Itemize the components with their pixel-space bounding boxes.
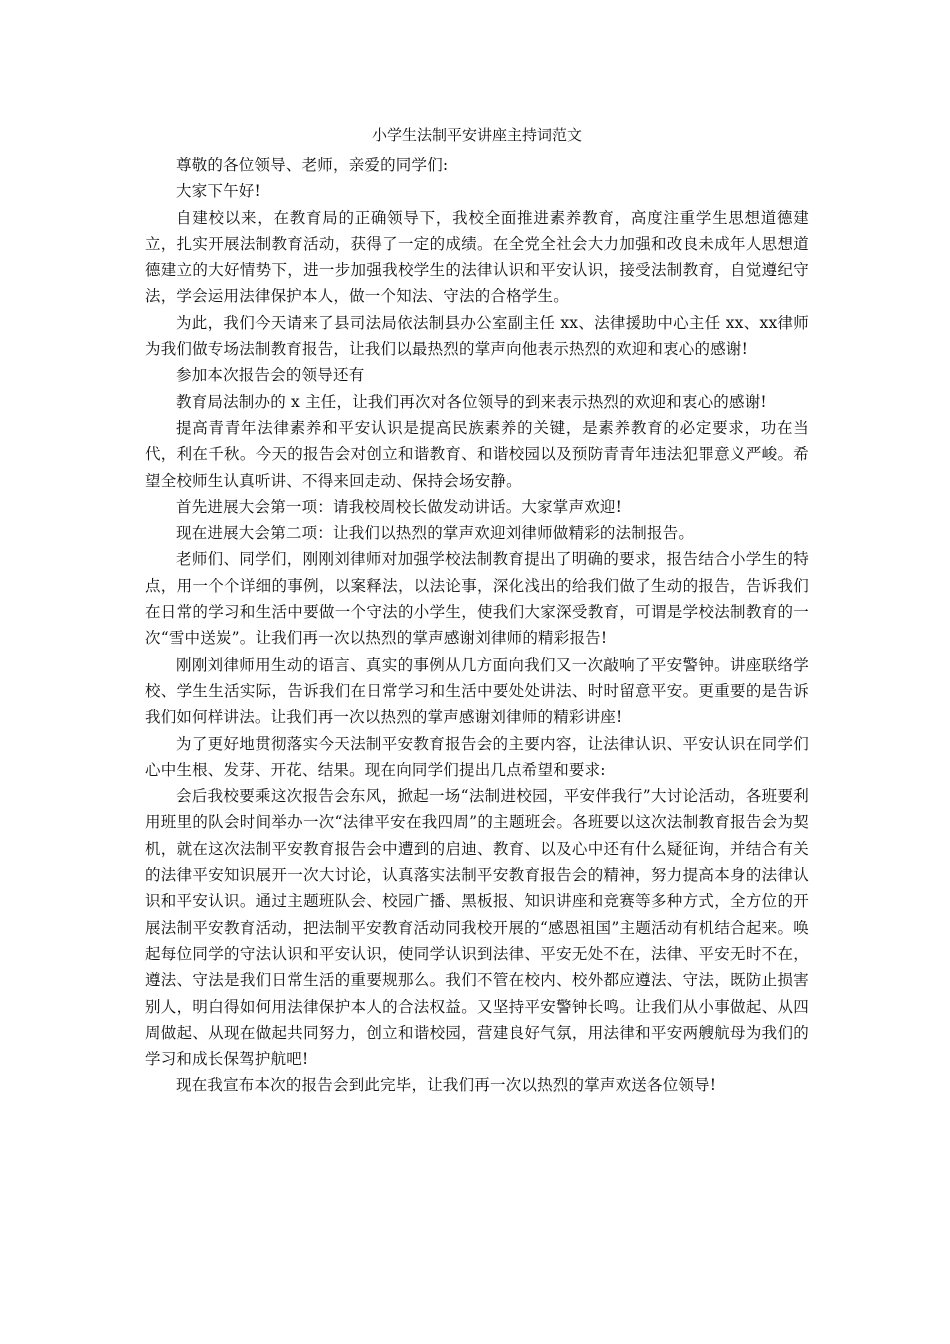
paragraph-school-intro: 自建校以来，在教育局的正确领导下，我校全面推进素养教育，高度注重学生思想道德建立，扎实开展法制教育活动，获得了一定的成绩。在全党全社会大力加强和改良未成年人思想道德建立的大好情势下，进一步加强我校学生的法律认识和平安认识，接受法制教育，自觉遵纪守法，学会运用法律保护本人，做一个知法、守法的合格学生。 [145, 208, 809, 306]
paragraph-report-summary: 老师们、同学们，刚刚刘律师对加强学校法制教育提出了明确的要求，报告结合小学生的特点，用一个个详细的事例，以案释法，以法论事，深化浅出的给我们做了生动的报告，告诉我们在日常的学习和生活中要做一个守法的小学生，使我们大家深受教育，可谓是学校法制教育的一次“雪中送炭”。让我们再一次以热烈的掌声感谢刘律师的精彩报告! [145, 550, 809, 648]
paragraph-requirements-intro: 为了更好地贯彻落实今天法制平安教育报告会的主要内容，让法律认识、平安认识在同学们心中生根、发芽、开花、结果。现在向同学们提出几点希望和要求: [145, 734, 809, 779]
paragraph-closing: 现在我宣布本次的报告会到此完毕，让我们再一次以热烈的掌声欢送各位领导! [176, 1076, 717, 1095]
paragraph-leaders-present: 参加本次报告会的领导还有 [176, 366, 365, 385]
document-title: 小学生法制平安讲座主持词范文 [371, 126, 582, 144]
paragraph-item-two: 现在进展大会第二项：让我们以热烈的掌声欢迎刘律师做精彩的法制报告。 [176, 524, 695, 543]
paragraph-guest-intro: 为此，我们今天请来了县司法局依法制县办公室副主任 xx、法律援助中心主任 xx、xx律师为我们做专场法制教育报告，让我们以最热烈的掌声向他表示热烈的欢迎和衷心的感谢! [145, 313, 809, 359]
paragraph-salutation: 尊敬的各位领导、老师，亲爱的同学们: [176, 156, 449, 174]
paragraph-greeting: 大家下午好! [176, 182, 261, 201]
document-page [145, 122, 809, 1099]
paragraph-item-one: 首先进展大会第一项：请我校周校长做发动讲话。大家掌声欢迎! [176, 497, 623, 516]
paragraph-leader-thanks: 教育局法制办的 x 主任，让我们再次对各位领导的到来表示热烈的欢迎和衷心的感谢! [176, 392, 767, 411]
paragraph-requirements: 会后我校要乘这次报告会东风，掀起一场“法制进校园，平安伴我行”大讨论活动，各班要利用班里的队会时间举办一次“法律平安在我四周”的主题班会。各班要以这次法制教育报告会为契机，就在这次法制平安教育报告会中遭到的启迪、教育、以及心中还有什么疑征询，并结合有关的法律平安知识展开一次大讨论，认真落实法制平安教育报告会的精神，努力提高本身的法律认识和平安认识。通过主题班队会、校园广播、黑板报、知识讲座和竞赛等多种方式，全方位的开展法制平安教育活动，把法制平安教育活动同我校开展的“感恩祖国”主题活动有机结合起来。唤起每位同学的守法认识和平安认识，使同学认识到法律、平安无处不在，法律、平安无时不在，遵法、守法是我们日常生活的重要规那么。我们不管在校内、校外都应遵法、守法，既防止损害别人，明白得如何用法律保护本人的合法权益。又坚持平安警钟长鸣。让我们从小事做起、从四周做起、从现在做起共同努力，创立和谐校园，营建良好气氛，用法律和平安两艘航母为我们的学习和成长保驾护航吧! [145, 787, 809, 1069]
paragraph-lecture-summary: 刚刚刘律师用生动的语言、真实的事例从几方面向我们又一次敲响了平安警钟。讲座联络学校、学生生活实际，告诉我们在日常学习和生活中要处处讲法、时时留意平安。更重要的是告诉我们如何样讲法。让我们再一次以热烈的掌声感谢刘律师的精彩讲座! [145, 655, 809, 727]
paragraph-importance: 提高青青年法律素养和平安认识是提高民族素养的关键，是素养教育的必定要求，功在当代，利在千秋。今天的报告会对创立和谐教育、和谐校园以及预防青青年违法犯罪意义严峻。希望全校师生认真听讲、不得来回走动、保持会场安静。 [145, 418, 809, 490]
